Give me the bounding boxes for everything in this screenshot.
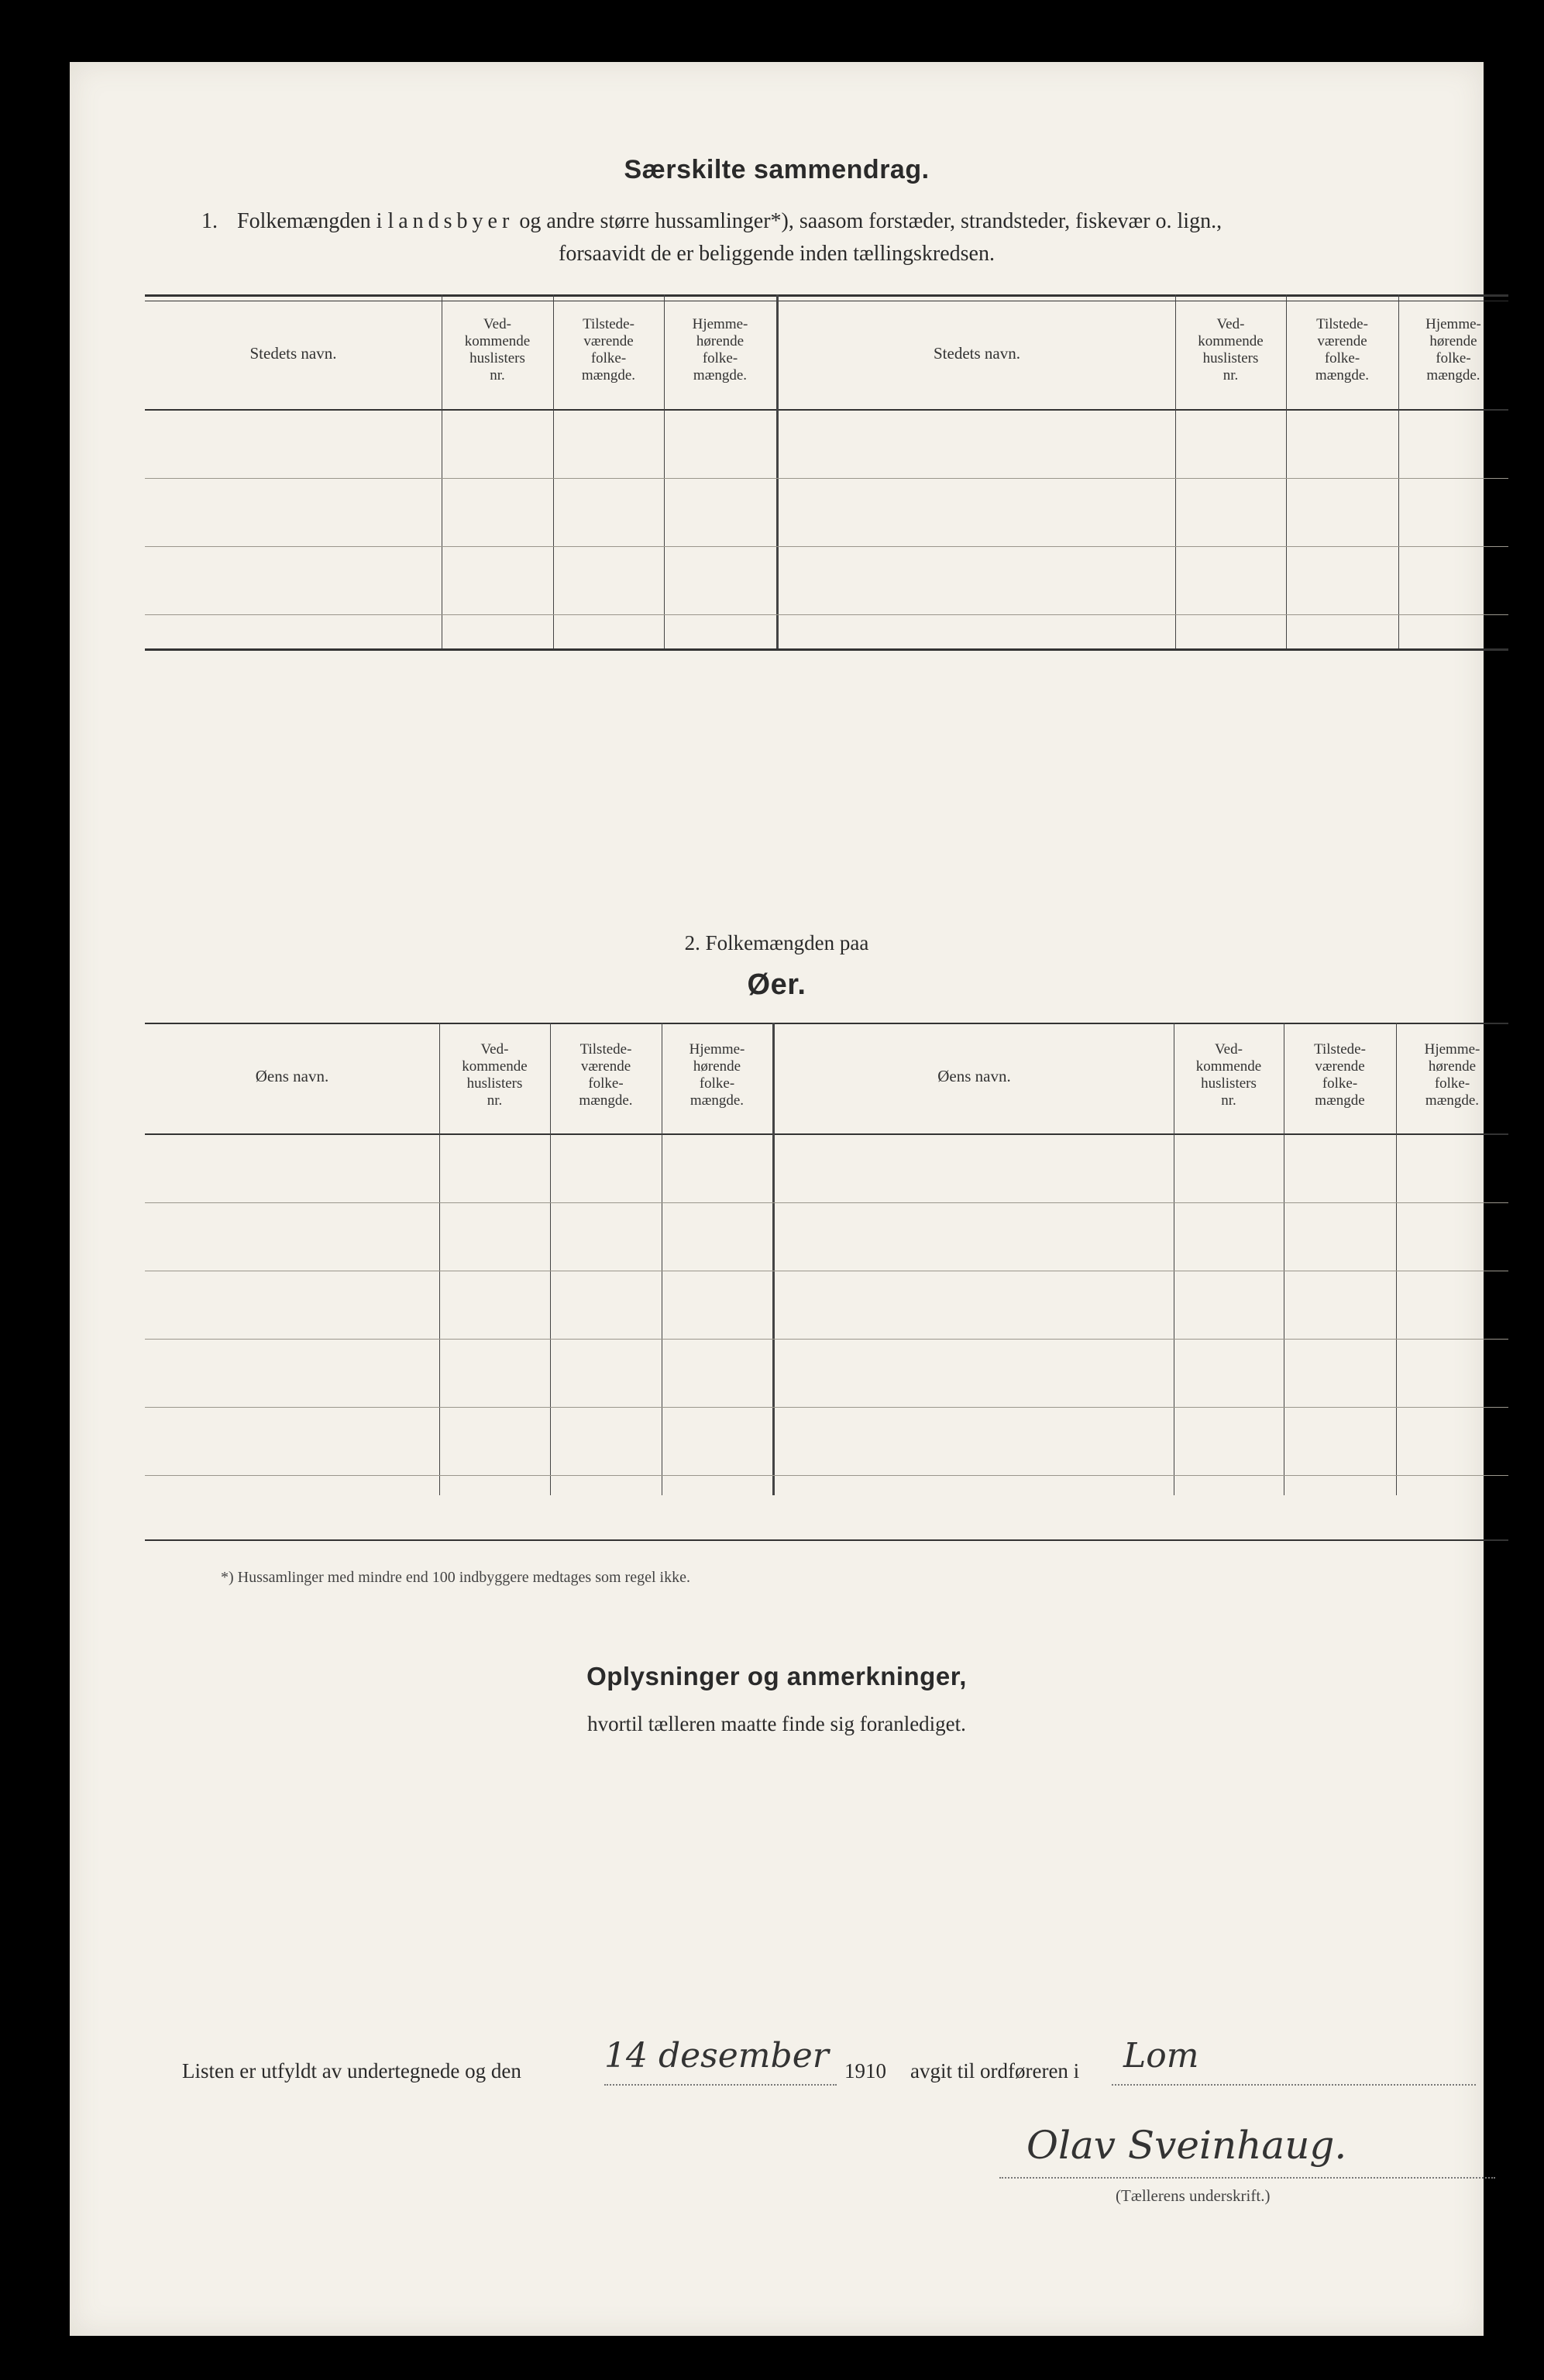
completion-statement [182, 2059, 521, 2083]
table2-header-rule [145, 1133, 1508, 1135]
header-place-name: Stedets navn. [249, 344, 337, 363]
intro-number: 1. [201, 209, 218, 233]
table2-top-rule [145, 1023, 1508, 1024]
header-island-household-list-no: Ved- kommende huslisters nr. [462, 1041, 528, 1109]
header-island-present-population: Tilstede- værende folke- mængde. [579, 1041, 633, 1109]
header-island-resident-population: Hjemme- hørende folke- mængde. [689, 1041, 745, 1109]
date-dotted-line [604, 2084, 837, 2086]
header-island-name: Øens navn. [255, 1067, 329, 1085]
table2-row-line [145, 1339, 1508, 1340]
handwritten-place: Lom [1123, 2036, 1199, 2076]
header-island-household-list-no-right: Ved- kommende huslisters nr. [1195, 1041, 1262, 1109]
enumerator-signature: Olav Sveinhaug. [1026, 2123, 1347, 2168]
intro-spaced-word: landsbyer [387, 209, 514, 233]
table1-body-rows [145, 294, 1508, 651]
footnote: *) Hussamlinger med mindre end 100 indbyggere medtages som regel ikke. [221, 1569, 690, 1586]
header-household-list-no-right: Ved- kommende huslisters nr. [1198, 316, 1264, 383]
year-text: 1910 [844, 2059, 886, 2082]
header-present-population: Tilstede- værende folke- mængde. [581, 316, 636, 383]
header-place-name-right: Stedets navn. [934, 344, 1020, 363]
intro-part1: Folkemængden i [237, 209, 383, 233]
header-island-name-right: Øens navn. [937, 1067, 1011, 1085]
table2-row-line [145, 1407, 1508, 1408]
remarks-subtitle: hvortil tælleren maatte finde sig foranlediget. [587, 1712, 966, 1735]
remarks-title: Oplysninger og anmerkninger, [586, 1662, 967, 1690]
section1-intro-line1 [201, 209, 1222, 234]
table2-center-divider [772, 1023, 775, 1495]
signature-caption: (Tællerens underskrift.) [1116, 2186, 1271, 2205]
header-island-present-population-right: Tilstede- værende folke- mængde [1314, 1041, 1366, 1109]
section1-intro-line2: forsaavidt de er beliggende inden tællingskredsen. [559, 242, 995, 266]
header-resident-population-right: Hjemme- hørende folke- mængde. [1425, 316, 1481, 383]
header-resident-population: Hjemme- hørende folke- mængde. [692, 316, 748, 383]
handwritten-date: 14 desember [604, 2036, 829, 2076]
section1-title: Særskilte sammendrag. [624, 155, 930, 184]
intro-part2: og andre større hussamlinger*), saasom forstæder, strandsteder, fiskevær o. lign., [519, 209, 1222, 233]
census-form-page [70, 62, 1484, 2336]
table2-row-line [145, 1202, 1508, 1203]
place-dotted-line [1112, 2084, 1476, 2086]
table-islands [145, 1023, 1508, 1542]
completion-text-1: Listen er utfyldt av undertegnede og den [182, 2059, 521, 2082]
table2-row-line [145, 1475, 1508, 1476]
header-island-resident-population-right: Hjemme- hørende folke- mængde. [1424, 1041, 1480, 1109]
section2-label: 2. Folkemængden paa [684, 931, 869, 954]
table2-bottom-rule [145, 1539, 1508, 1541]
section2-title: Øer. [747, 968, 806, 1001]
completion-text-2: avgit til ordføreren i [910, 2059, 1080, 2082]
signature-dotted-line [999, 2177, 1495, 2179]
header-present-population-right: Tilstede- værende folke- mængde. [1315, 316, 1370, 383]
header-household-list-no: Ved- kommende huslisters nr. [464, 316, 531, 383]
